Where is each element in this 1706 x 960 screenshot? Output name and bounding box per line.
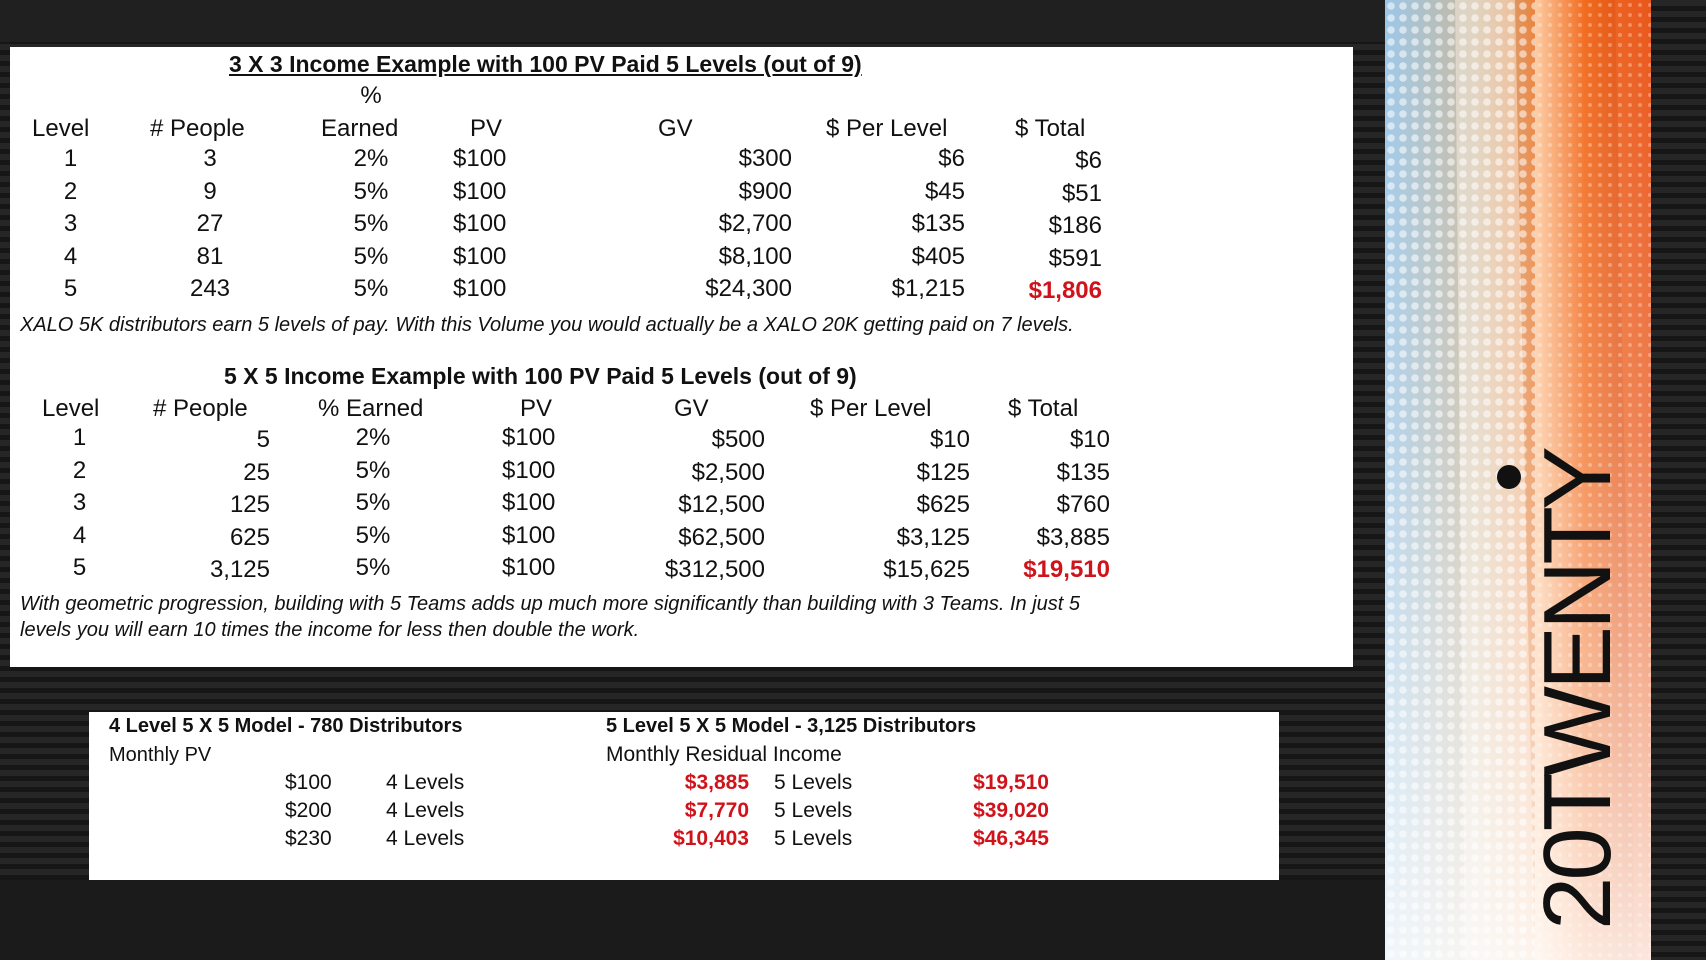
model-cell-income5: $39,020 xyxy=(973,799,1049,822)
table1-cell-level: 3 xyxy=(63,210,78,237)
table2-cell-total: $3,885 xyxy=(1036,523,1110,551)
table1-cell-gv: $8,100 xyxy=(718,242,792,270)
model-cell-levels4: 4 Levels xyxy=(386,799,465,822)
table1-cell-people: 81 xyxy=(196,242,224,270)
table1-cell-people: 27 xyxy=(196,210,224,237)
table1-cell-pct: 2% xyxy=(353,145,389,172)
table1-header-pct: Earned xyxy=(321,115,399,142)
model-cell-pv: $200 xyxy=(285,799,332,822)
table2-header-people: # People xyxy=(153,395,248,422)
table1-cell-pv: $100 xyxy=(453,145,507,172)
table2-cell-level: 4 xyxy=(72,521,87,549)
table2-cell-pv: $100 xyxy=(502,554,556,581)
table1-cell-total: $186 xyxy=(1048,212,1102,239)
models-panel xyxy=(89,712,1279,880)
table1-cell-people: 3 xyxy=(203,145,217,172)
table2-cell-per-level: $625 xyxy=(916,491,970,518)
table1-header-total: $ Total xyxy=(1015,115,1086,142)
table2-header-total: $ Total xyxy=(1008,395,1079,422)
table2-cell-gv: $312,500 xyxy=(664,556,765,583)
table1-header-people: # People xyxy=(150,115,245,142)
table1-cell-pct: 5% xyxy=(353,177,389,205)
table2-cell-level: 5 xyxy=(72,554,87,581)
model-cell-pv: $230 xyxy=(285,827,332,850)
table1-cell-total: $1,806 xyxy=(1028,277,1102,304)
table2-cell-pct: 5% xyxy=(355,521,391,549)
table2-cell-people: 5 xyxy=(256,426,270,453)
table2-cell-pct: 5% xyxy=(355,489,391,516)
left-model-title: 4 Level 5 X 5 Model - 780 Distributors xyxy=(109,715,463,737)
left-model-subtitle: Monthly PV xyxy=(109,744,212,766)
table1-cell-pct: 5% xyxy=(353,242,389,270)
table1-header-gv: GV xyxy=(658,115,693,142)
table2-cell-pv: $100 xyxy=(502,489,556,516)
table2-header-pct: % Earned xyxy=(318,395,424,422)
table1-header-pct-top: % xyxy=(360,82,382,109)
table2-cell-people: 125 xyxy=(229,491,270,518)
table1-cell-level: 2 xyxy=(63,177,78,205)
table1-cell-per-level: $45 xyxy=(924,177,965,205)
table2-cell-per-level: $3,125 xyxy=(896,523,970,551)
table1-cell-per-level: $6 xyxy=(938,145,965,172)
table2-cell-total: $19,510 xyxy=(1023,556,1110,583)
logo-registered-icon xyxy=(1497,465,1521,489)
table2-note-line1: With geometric progression, building with 5 Teams adds up much more significantly than building with 3 Teams. In just 5 xyxy=(20,593,1080,615)
model-cell-income5: $46,345 xyxy=(973,827,1049,850)
table2-cell-gv: $62,500 xyxy=(678,523,765,551)
table2-cell-gv: $500 xyxy=(711,426,765,453)
table2-cell-pv: $100 xyxy=(502,456,556,484)
table1-cell-gv: $24,300 xyxy=(705,275,792,302)
table2-note-line2: levels you will earn 10 times the income for less then double the work. xyxy=(20,619,640,641)
table2-cell-total: $10 xyxy=(1069,426,1110,453)
table1-cell-per-level: $135 xyxy=(911,210,965,237)
table1-cell-pv: $100 xyxy=(453,275,507,302)
model-cell-levels4: 4 Levels xyxy=(386,771,465,794)
table2-cell-per-level: $15,625 xyxy=(883,556,970,583)
table2-cell-total: $760 xyxy=(1056,491,1110,518)
model-cell-income4: $10,403 xyxy=(673,827,749,850)
table2-header-gv: GV xyxy=(674,395,709,422)
table1-cell-total: $6 xyxy=(1075,147,1102,174)
table2-cell-gv: $12,500 xyxy=(678,491,765,518)
table1-cell-gv: $900 xyxy=(738,177,792,205)
model-cell-income5: $19,510 xyxy=(973,771,1049,794)
table2-cell-pct: 5% xyxy=(355,554,391,581)
table1-cell-gv: $300 xyxy=(738,145,792,172)
table1-header-pv: PV xyxy=(470,115,503,142)
model-cell-levels5: 5 Levels xyxy=(774,771,853,794)
table2-cell-level: 1 xyxy=(72,424,87,451)
table1-header-level: Level xyxy=(32,115,90,142)
table1-cell-total: $591 xyxy=(1048,244,1102,272)
table1-cell-level: 1 xyxy=(63,145,78,172)
table1-cell-pct: 5% xyxy=(353,210,389,237)
model-cell-levels5: 5 Levels xyxy=(774,827,853,850)
table1-cell-per-level: $1,215 xyxy=(891,275,965,302)
table2-cell-per-level: $125 xyxy=(916,458,970,486)
table2-cell-pv: $100 xyxy=(502,424,556,451)
right-model-title: 5 Level 5 X 5 Model - 3,125 Distributors xyxy=(606,715,977,737)
bottom-band xyxy=(0,880,1390,960)
table1-cell-level: 5 xyxy=(63,275,78,302)
table1-cell-pct: 5% xyxy=(353,275,389,302)
banner-graphic xyxy=(1385,0,1651,960)
model-cell-income4: $7,770 xyxy=(684,799,749,822)
table2-cell-total: $135 xyxy=(1056,458,1110,486)
table2-cell-people: 25 xyxy=(243,458,270,486)
table2-cell-pct: 2% xyxy=(355,424,391,451)
table2-cell-gv: $2,500 xyxy=(691,458,765,486)
brand-banner xyxy=(1385,0,1651,960)
model-cell-pv: $100 xyxy=(285,771,332,794)
table1-cell-level: 4 xyxy=(63,242,78,270)
table2-header-per-level: $ Per Level xyxy=(810,395,932,422)
table2-cell-pv: $100 xyxy=(502,521,556,549)
table2-cell-people: 625 xyxy=(229,523,270,551)
table1-header-per-level: $ Per Level xyxy=(826,115,948,142)
income-examples-panel xyxy=(10,47,1353,667)
model-cell-income4: $3,885 xyxy=(684,771,749,794)
table1-cell-pv: $100 xyxy=(453,210,507,237)
table1-cell-people: 243 xyxy=(189,275,231,302)
table2-header-level: Level xyxy=(42,395,100,422)
table2-header-pv: PV xyxy=(520,395,553,422)
table2-cell-level: 2 xyxy=(72,456,87,484)
table2-cell-people: 3,125 xyxy=(209,556,270,583)
table2-cell-per-level: $10 xyxy=(929,426,970,453)
right-model-subtitle: Monthly Residual Income xyxy=(606,743,842,766)
brand-logo: 20TWENTY xyxy=(1524,449,1631,930)
table1-cell-pv: $100 xyxy=(453,177,507,205)
table1-cell-people: 9 xyxy=(203,177,217,205)
table2-title: 5 X 5 Income Example with 100 PV Paid 5 Levels (out of 9) xyxy=(224,363,857,389)
table1-title: 3 X 3 Income Example with 100 PV Paid 5 Levels (out of 9) xyxy=(229,51,862,77)
table1-cell-gv: $2,700 xyxy=(718,210,792,237)
model-cell-levels4: 4 Levels xyxy=(386,827,465,850)
table1-cell-per-level: $405 xyxy=(911,242,965,270)
table1-cell-pv: $100 xyxy=(453,242,507,270)
table2-cell-level: 3 xyxy=(72,489,87,516)
table2-cell-pct: 5% xyxy=(355,456,391,484)
table1-cell-total: $51 xyxy=(1061,179,1102,207)
top-band xyxy=(0,0,1390,42)
model-cell-levels5: 5 Levels xyxy=(774,799,853,822)
table1-note: XALO 5K distributors earn 5 levels of pay. With this Volume you would actually be a XALO 20K getting paid on 7 levels. xyxy=(20,314,1074,336)
